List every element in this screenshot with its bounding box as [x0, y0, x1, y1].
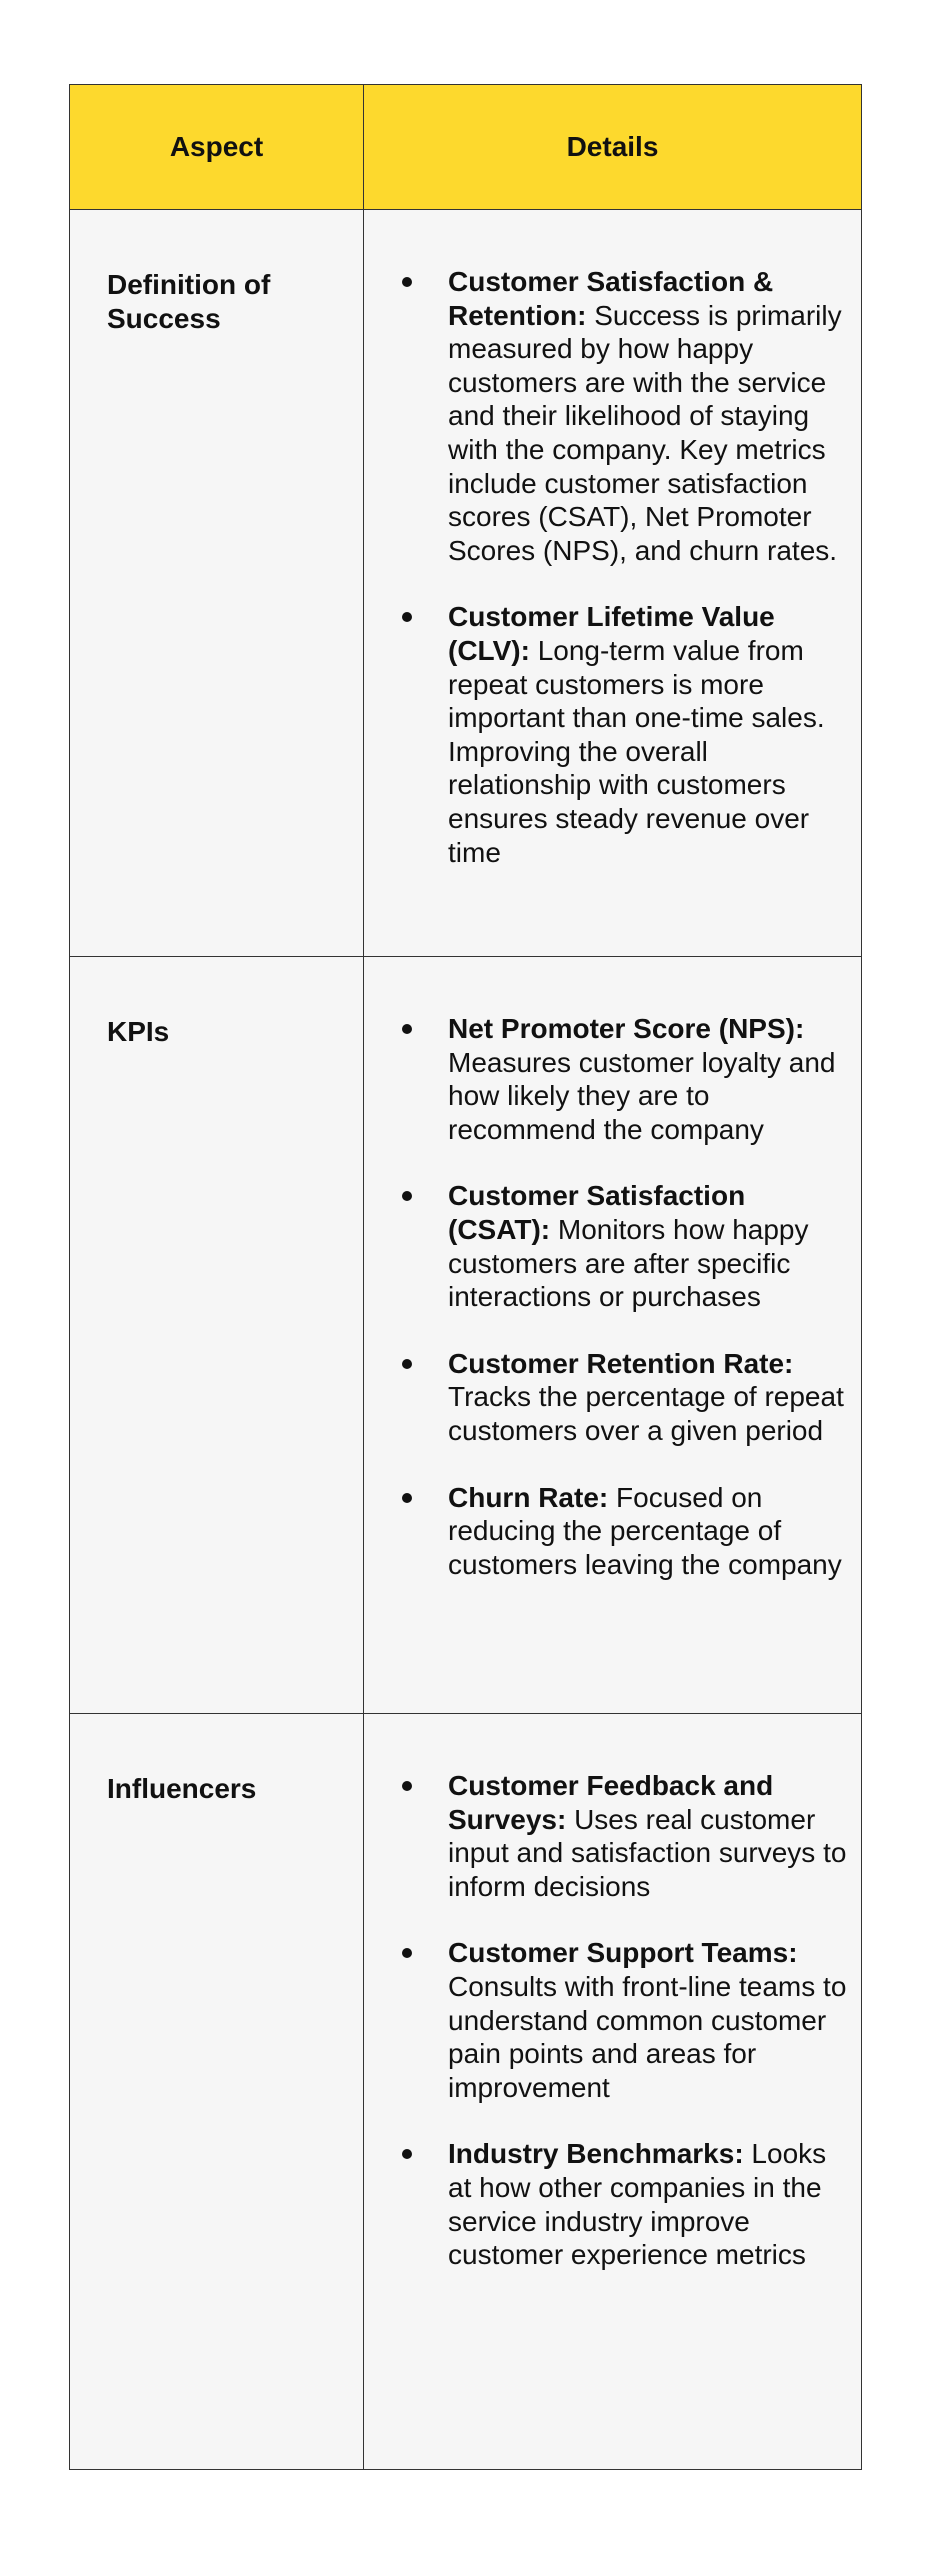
row-details-kpis	[364, 957, 861, 1714]
aspect-label: Definition of Success	[107, 269, 271, 334]
point-text: Uses real customer input and satisfaction surveys to inform decisions	[448, 1803, 847, 1902]
point-term: Industry Benchmarks:	[448, 2138, 744, 2170]
point-term: Customer Satisfaction & Retention:	[448, 266, 774, 331]
point-term: Churn Rate:	[448, 1481, 609, 1513]
details-list	[401, 1012, 853, 1581]
list-item	[401, 1936, 853, 2104]
comparison-table	[69, 84, 862, 2470]
aspect-label: Influencers	[107, 1773, 257, 1804]
list-item	[401, 1347, 853, 1448]
bullet-icon	[402, 1781, 412, 1791]
point-term: Customer Lifetime Value (CLV):	[448, 601, 775, 666]
point-text: Looks at how other companies in the service industry improve customer experience metrics	[448, 2138, 827, 2271]
point-term: Customer Satisfaction (CSAT):	[448, 1180, 746, 1245]
header-aspect: Aspect	[70, 85, 364, 210]
row-details-influencers	[364, 1714, 861, 2469]
point-text: Consults with front-line teams to understand common customer pain points and areas for improvement	[448, 1970, 847, 2103]
list-item	[401, 1179, 853, 1313]
list-item	[401, 2137, 853, 2271]
row-aspect-kpis	[70, 957, 364, 1714]
details-list	[401, 265, 853, 869]
row-aspect-definition-of-success	[70, 210, 364, 957]
bullet-icon	[402, 1024, 412, 1034]
row-details-definition-of-success	[364, 210, 861, 957]
list-item	[401, 1769, 853, 1903]
point-term: Customer Support Teams:	[448, 1937, 798, 1969]
list-item	[401, 265, 853, 567]
row-aspect-influencers	[70, 1714, 364, 2469]
point-term: Customer Feedback and Surveys:	[448, 1770, 774, 1835]
point-term: Net Promoter Score (NPS):	[448, 1013, 805, 1044]
list-item	[401, 600, 853, 869]
list-item	[401, 1481, 853, 1582]
point-text: Tracks the percentage of repeat customers over a given period	[448, 1381, 844, 1446]
point-text: Long-term value from repeat customers is more important than one-time sales. Improving the overall relationship with customers ensures steady revenue over time	[448, 634, 825, 868]
list-item	[401, 1012, 853, 1146]
point-text: Focused on reducing the percentage of customers leaving the company	[448, 1481, 842, 1580]
aspect-label: KPIs	[107, 1016, 170, 1047]
bullet-icon	[402, 612, 412, 622]
bullet-icon	[402, 1948, 412, 1958]
point-term: Customer Retention Rate:	[448, 1347, 794, 1379]
point-text: Measures customer loyalty and how likely they are to recommend the company	[448, 1046, 836, 1145]
bullet-icon	[402, 2149, 412, 2159]
header-details: Details	[364, 85, 861, 210]
bullet-icon	[402, 277, 412, 287]
point-text: Success is primarily measured by how happy customers are with the service and their likelihood of staying with the company. Key metrics include customer satisfaction scores (CSAT), Net Promoter Scores (NPS), and churn rates.	[448, 299, 842, 566]
point-text: Monitors how happy customers are after specific interactions or purchases	[448, 1213, 809, 1313]
bullet-icon	[402, 1493, 412, 1503]
bullet-icon	[402, 1191, 412, 1201]
bullet-icon	[402, 1359, 412, 1369]
details-list	[401, 1769, 853, 2272]
